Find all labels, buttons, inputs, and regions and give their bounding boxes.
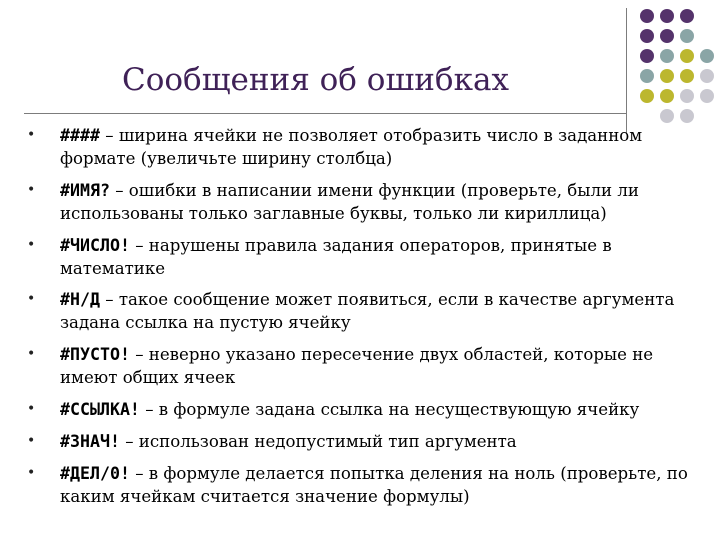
decorative-dot (640, 9, 654, 23)
bullet-icon: • (27, 127, 36, 143)
error-description: – нарушены правила задания операторов, принятые в математике (60, 235, 612, 278)
decorative-dot (640, 89, 654, 103)
error-code: #### (60, 126, 100, 145)
bullet-icon: • (27, 432, 36, 449)
list-item (20, 179, 690, 225)
decorative-dot (700, 69, 714, 83)
list-item (20, 398, 690, 421)
decorative-dot (660, 49, 674, 63)
error-code: #ЗНАЧ! (60, 431, 120, 451)
decorative-dot (680, 29, 694, 43)
decorative-dot (640, 29, 654, 43)
decorative-dot (660, 69, 674, 83)
error-code: #ЧИСЛО! (60, 235, 130, 255)
decorative-dot-grid (640, 9, 720, 139)
error-description: – в формуле задана ссылка на несуществующую ячейку (139, 399, 640, 419)
bullet-icon: • (27, 291, 36, 308)
decorative-dot (640, 69, 654, 83)
vertical-divider (626, 8, 627, 134)
list-item (20, 234, 690, 280)
error-description: – такое сообщение может появиться, если в качестве аргумента задана ссылка на пустую ячейку (60, 290, 675, 333)
decorative-dot (660, 9, 674, 23)
list-item (20, 462, 690, 508)
horizontal-divider (24, 113, 626, 114)
list-item (20, 430, 690, 453)
bullet-icon: • (27, 464, 36, 481)
error-code: #ПУСТО! (60, 345, 130, 365)
error-code: #ДЕЛ/0! (60, 463, 130, 483)
list-item (20, 343, 690, 389)
decorative-dot (680, 109, 694, 123)
list-item (20, 288, 690, 334)
bullet-icon: • (27, 400, 36, 417)
decorative-dot (700, 89, 714, 103)
decorative-dot (680, 49, 694, 63)
error-description: – в формуле делается попытка деления на ноль (проверьте, по каким ячейкам считается значение формулы) (60, 463, 688, 506)
decorative-dot (640, 49, 654, 63)
bullet-icon: • (27, 236, 36, 253)
error-list (20, 124, 690, 516)
decorative-dot (680, 89, 694, 103)
slide-title: Сообщения об ошибках (122, 62, 509, 98)
decorative-dot (660, 29, 674, 43)
error-code: #ИМЯ? (60, 180, 110, 200)
list-item (20, 124, 690, 170)
decorative-dot (700, 49, 714, 63)
error-description: – ширина ячейки не позволяет отобразить число в заданном формате (увеличьте ширину столбца) (60, 126, 643, 168)
error-description: – ошибки в написании имени функции (проверьте, были ли использованы только заглавные буквы, только ли кириллица) (60, 180, 639, 223)
error-code: #ССЫЛКА! (60, 399, 140, 419)
decorative-dot (680, 69, 694, 83)
bullet-icon: • (27, 181, 36, 198)
error-description: – использован недопустимый тип аргумента (119, 431, 517, 451)
error-code: #Н/Д (60, 290, 100, 310)
error-description: – неверно указано пересечение двух областей, которые не имеют общих ячеек (60, 345, 654, 388)
decorative-dot (660, 89, 674, 103)
decorative-dot (680, 9, 694, 23)
bullet-icon: • (27, 346, 36, 363)
decorative-dot (660, 109, 674, 123)
